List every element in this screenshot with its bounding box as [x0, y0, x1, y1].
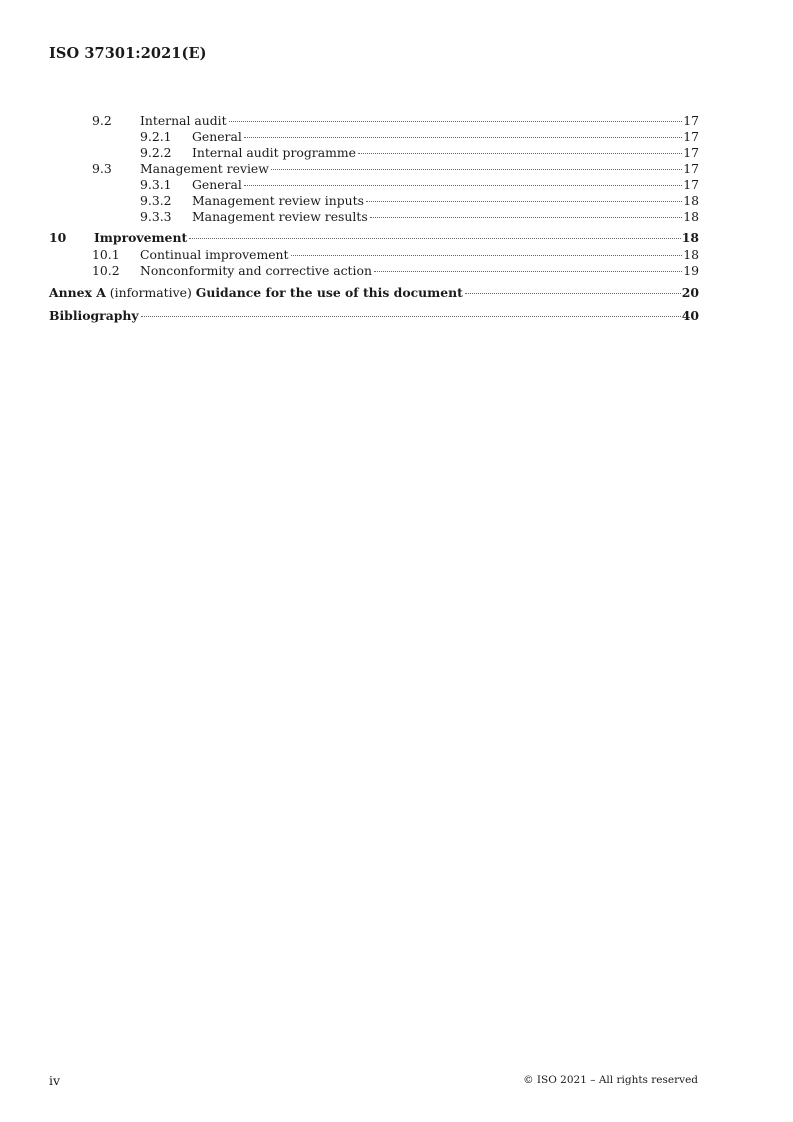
- toc-page: 40: [681, 308, 699, 323]
- toc-number: 10.1: [92, 247, 120, 262]
- toc-number: 9.2.2: [140, 145, 172, 160]
- toc-title: General: [192, 177, 242, 192]
- dot-leader: [366, 201, 682, 202]
- table-of-contents: [49, 113, 699, 325]
- toc-entry-9-3[interactable]: [49, 161, 699, 177]
- toc-title: General: [192, 129, 242, 144]
- toc-entry-10[interactable]: [49, 230, 699, 247]
- toc-number: 9.2: [92, 113, 112, 128]
- toc-page: 17: [683, 145, 699, 160]
- toc-entry-annex-a[interactable]: [49, 285, 699, 302]
- toc-title: Nonconformity and corrective action: [140, 263, 372, 278]
- toc-title: Improvement: [94, 230, 188, 245]
- dot-leader: [358, 153, 682, 154]
- toc-title: Internal audit: [140, 113, 227, 128]
- dot-leader: [244, 185, 682, 186]
- toc-number: 10: [49, 230, 67, 245]
- dot-leader: [141, 316, 681, 317]
- toc-number: 9.3: [92, 161, 112, 176]
- toc-number: 9.3.2: [140, 193, 172, 208]
- toc-number: 9.3.1: [140, 177, 172, 192]
- annex-label: Annex A: [49, 285, 106, 300]
- toc-page: 18: [681, 230, 699, 245]
- document-id: ISO 37301:2021(E): [49, 45, 207, 62]
- toc-title: Guidance for the use of this document: [195, 285, 463, 300]
- toc-title: Management review results: [192, 209, 368, 224]
- toc-title: Management review inputs: [192, 193, 364, 208]
- dot-leader: [271, 169, 682, 170]
- toc-page: 17: [683, 113, 699, 128]
- toc-title: Continual improvement: [140, 247, 289, 262]
- toc-page: 17: [683, 161, 699, 176]
- toc-page: 18: [683, 193, 699, 208]
- dot-leader: [244, 137, 682, 138]
- toc-title: Bibliography: [49, 308, 139, 323]
- toc-number: 9.3.3: [140, 209, 172, 224]
- page-number: iv: [49, 1073, 61, 1088]
- toc-page: 18: [683, 209, 699, 224]
- toc-entry-9-3-3[interactable]: [49, 209, 699, 225]
- dot-leader: [189, 238, 681, 239]
- toc-entry-bibliography[interactable]: [49, 308, 699, 325]
- toc-entry-10-2[interactable]: [49, 263, 699, 279]
- toc-page: 19: [683, 263, 699, 278]
- annex-qualifier: (informative): [109, 285, 192, 300]
- toc-title: Internal audit programme: [192, 145, 356, 160]
- toc-page: 18: [683, 247, 699, 262]
- toc-page: 17: [683, 177, 699, 192]
- toc-number: 10.2: [92, 263, 120, 278]
- copyright-notice: © ISO 2021 – All rights reserved: [523, 1074, 698, 1086]
- toc-entry-9-3-1[interactable]: [49, 177, 699, 193]
- toc-entry-9-2-1[interactable]: [49, 129, 699, 145]
- dot-leader: [374, 271, 682, 272]
- toc-page: 20: [681, 285, 699, 300]
- dot-leader: [370, 217, 683, 218]
- toc-entry-9-3-2[interactable]: [49, 193, 699, 209]
- toc-number: 9.2.1: [140, 129, 172, 144]
- dot-leader: [465, 293, 681, 294]
- toc-entry-9-2[interactable]: [49, 113, 699, 129]
- dot-leader: [291, 255, 683, 256]
- toc-title: Management review: [140, 161, 269, 176]
- dot-leader: [229, 121, 683, 122]
- toc-entry-10-1[interactable]: [49, 247, 699, 263]
- toc-page: 17: [683, 129, 699, 144]
- toc-entry-9-2-2[interactable]: [49, 145, 699, 161]
